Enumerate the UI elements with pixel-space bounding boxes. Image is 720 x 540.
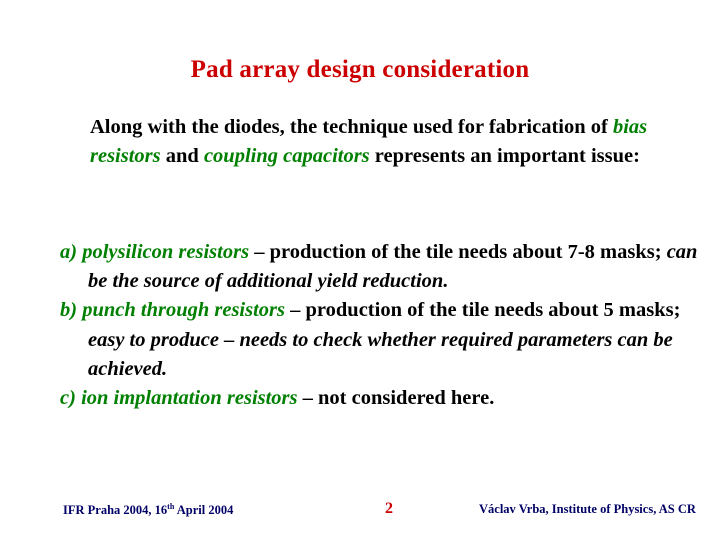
list-item-name: punch through resistors (82, 299, 286, 322)
list-item-ion-implantation (60, 384, 710, 413)
list-item-text: – not considered here. (297, 387, 495, 410)
intro-highlight-coupling-capacitors: coupling capacitors (203, 144, 370, 167)
intro-highlight-bias-resistors: bias resistors (90, 116, 648, 167)
footer-event-end: April 2004 (174, 503, 234, 518)
list-item-note: easy to produce – needs to check whether required parameters can be achieved. (88, 328, 673, 380)
list-item-note: can be the source of additional yield reduction. (88, 241, 698, 293)
list-item-text: – production of the tile needs about 7-8 masks; (249, 241, 667, 263)
footer-event-sup: th (167, 502, 175, 511)
intro-text-1: Along with the diodes, the technique used for fabrication of (90, 116, 613, 138)
footer-event (63, 502, 233, 518)
footer-author: Václav Vrba, Institute of Physics, AS CR (479, 502, 696, 516)
page-number: 2 (385, 500, 393, 517)
list-item-prefix: a) (60, 241, 83, 263)
resistor-list (60, 238, 710, 413)
list-item-punch-through (60, 296, 710, 384)
slide-title: Pad array design consideration (190, 56, 530, 83)
footer-event-main: IFR Praha 2004, 16 (63, 503, 168, 518)
list-item-polysilicon (60, 238, 710, 296)
list-item-name: ion implantation resistors (81, 387, 298, 410)
intro-text-3: represents an important issue: (369, 144, 640, 167)
list-item-prefix: b) (60, 299, 83, 322)
list-item-prefix: c) (60, 387, 82, 410)
intro-text-2: and (160, 144, 204, 167)
intro-paragraph (90, 113, 690, 170)
list-item-name: polysilicon resistors (82, 241, 250, 263)
list-item-text: – production of the tile needs about 5 masks; (285, 299, 681, 322)
